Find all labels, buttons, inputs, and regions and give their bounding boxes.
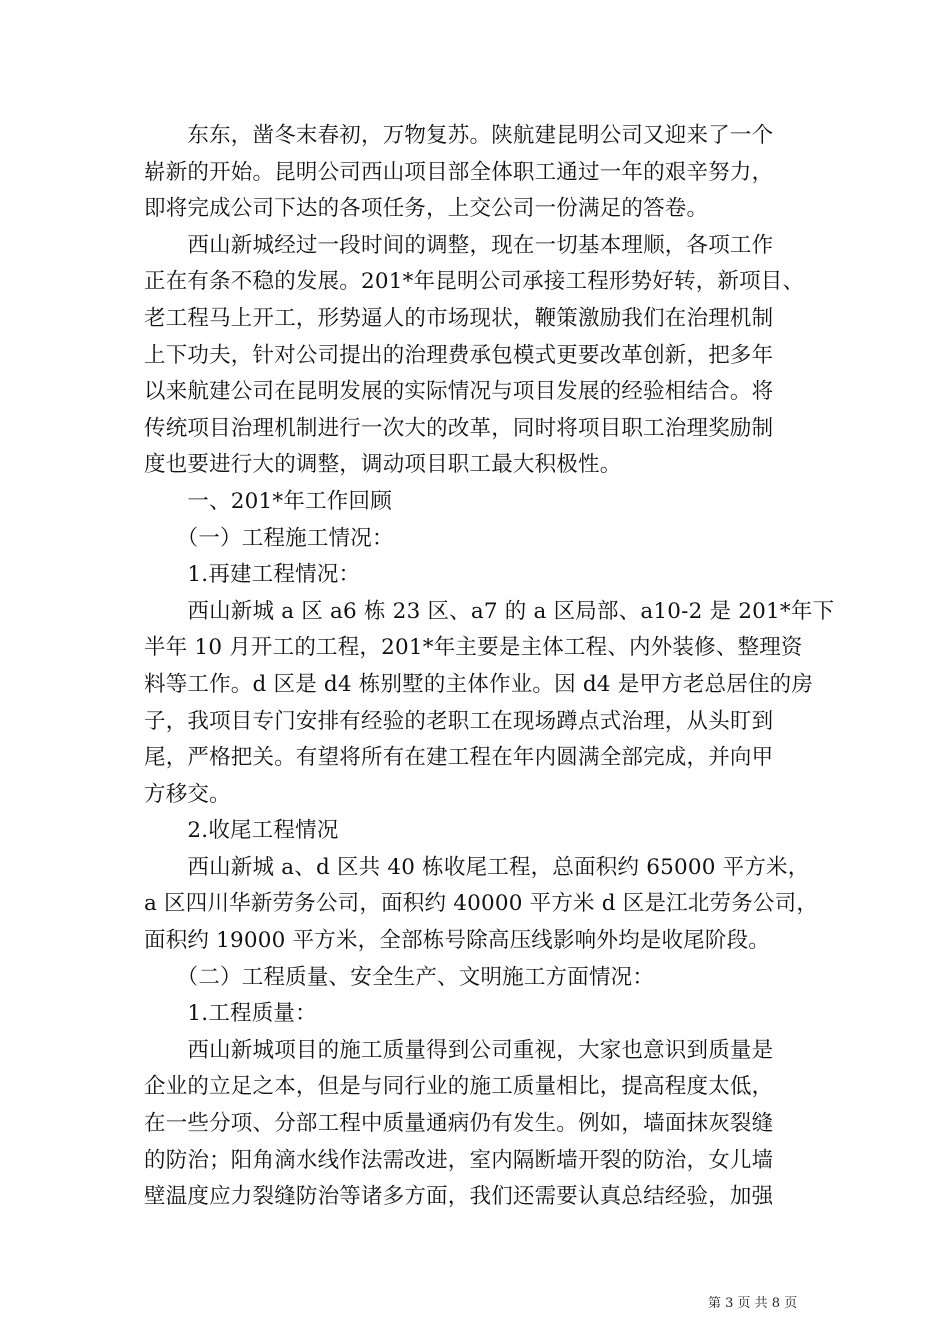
document-body — [144, 118, 835, 1216]
text-line: （二）工程质量、安全生产、文明施工方面情况： — [144, 964, 655, 990]
text-line: 2.收尾工程情况 — [144, 818, 339, 844]
text-line: 老工程马上开工，形势逼人的市场现状，鞭策激励我们在治理机制 — [144, 305, 774, 331]
page-number: 第 3 页 共 8 页 — [708, 1296, 798, 1311]
text-line: 1.再建工程情况： — [144, 562, 361, 588]
text-line: （一）工程施工情况： — [144, 525, 394, 551]
text-line: 企业的立足之本，但是与同行业的施工质量相比，提高程度太低， — [144, 1074, 774, 1100]
text-line: 的防治；阳角滴水线作法需改进，室内隔断墙开裂的防治，女儿墙 — [144, 1147, 774, 1173]
text-line: 面积约 19000 平方米，全部栋号除高压线影响外均是收尾阶段。 — [144, 928, 770, 954]
text-line: 西山新城 a 区 a6 栋 23 区、a7 的 a 区局部、a10-2 是 201*年下 — [144, 598, 835, 624]
text-line: 东东，凿冬末春初，万物复苏。陕航建昆明公司又迎来了一个 — [144, 123, 774, 148]
text-line: 以来航建公司在昆明发展的实际情况与项目发展的经验相结合。将 — [144, 379, 774, 405]
item-heading — [144, 996, 812, 1033]
item-heading — [144, 557, 812, 594]
text-line: 正在有条不稳的发展。201*年昆明公司承接工程形势好转，新项目、 — [144, 269, 805, 295]
text-line: 西山新城项目的施工质量得到公司重视，大家也意识到质量是 — [144, 1037, 774, 1063]
text-line: 即将完成公司下达的各项任务，上交公司一份满足的答卷。 — [144, 196, 709, 222]
text-line: 西山新城经过一段时间的调整，现在一切基本理顺，各项工作 — [144, 232, 774, 258]
subsection-heading — [144, 521, 812, 558]
text-line: 壁温度应力裂缝防治等诸多方面，我们还需要认真总结经验，加强 — [144, 1184, 774, 1210]
paragraph-quality — [144, 1033, 812, 1216]
text-line: 子，我项目专门安排有经验的老职工在现场蹲点式治理，从头盯到 — [144, 708, 774, 734]
text-line: 1.工程质量： — [144, 1001, 317, 1027]
section-heading — [144, 484, 812, 521]
text-line: 一、201*年工作回顾 — [144, 488, 392, 514]
paragraph-intro — [144, 118, 812, 228]
text-line: 西山新城 a、d 区共 40 栋收尾工程，总面积约 65000 平方米， — [144, 854, 810, 880]
text-line: 半年 10 月开工的工程，201*年主要是主体工程、内外装修、整理资 — [144, 635, 803, 661]
subsection-heading — [144, 960, 812, 997]
paragraph-closing-projects — [144, 850, 819, 960]
item-heading — [144, 813, 812, 850]
text-line: 方移交。 — [144, 781, 231, 807]
paragraph-rebuild-projects — [144, 594, 835, 814]
text-line: 度也要进行大的调整，调动项目职工最大积极性。 — [144, 452, 622, 478]
text-line: 在一些分项、分部工程中质量通病仍有发生。例如，墙面抹灰裂缝 — [144, 1111, 774, 1137]
text-line: 传统项目治理机制进行一次大的改革，同时将项目职工治理奖励制 — [144, 415, 774, 441]
text-line: 料等工作。d 区是 d4 栋别墅的主体作业。因 d4 是甲方老总居住的房 — [144, 671, 814, 697]
text-line: 崭新的开始。昆明公司西山项目部全体职工通过一年的艰辛努力， — [144, 159, 774, 185]
text-line: 尾，严格把关。有望将所有在建工程在年内圆满全部完成，并向甲 — [144, 745, 774, 771]
text-line: 上下功夫，针对公司提出的治理费承包模式更要改革创新，把多年 — [144, 342, 774, 368]
paragraph-xishan-overview — [144, 228, 812, 484]
text-line: a 区四川华新劳务公司，面积约 40000 平方米 d 区是江北劳务公司， — [144, 891, 819, 917]
